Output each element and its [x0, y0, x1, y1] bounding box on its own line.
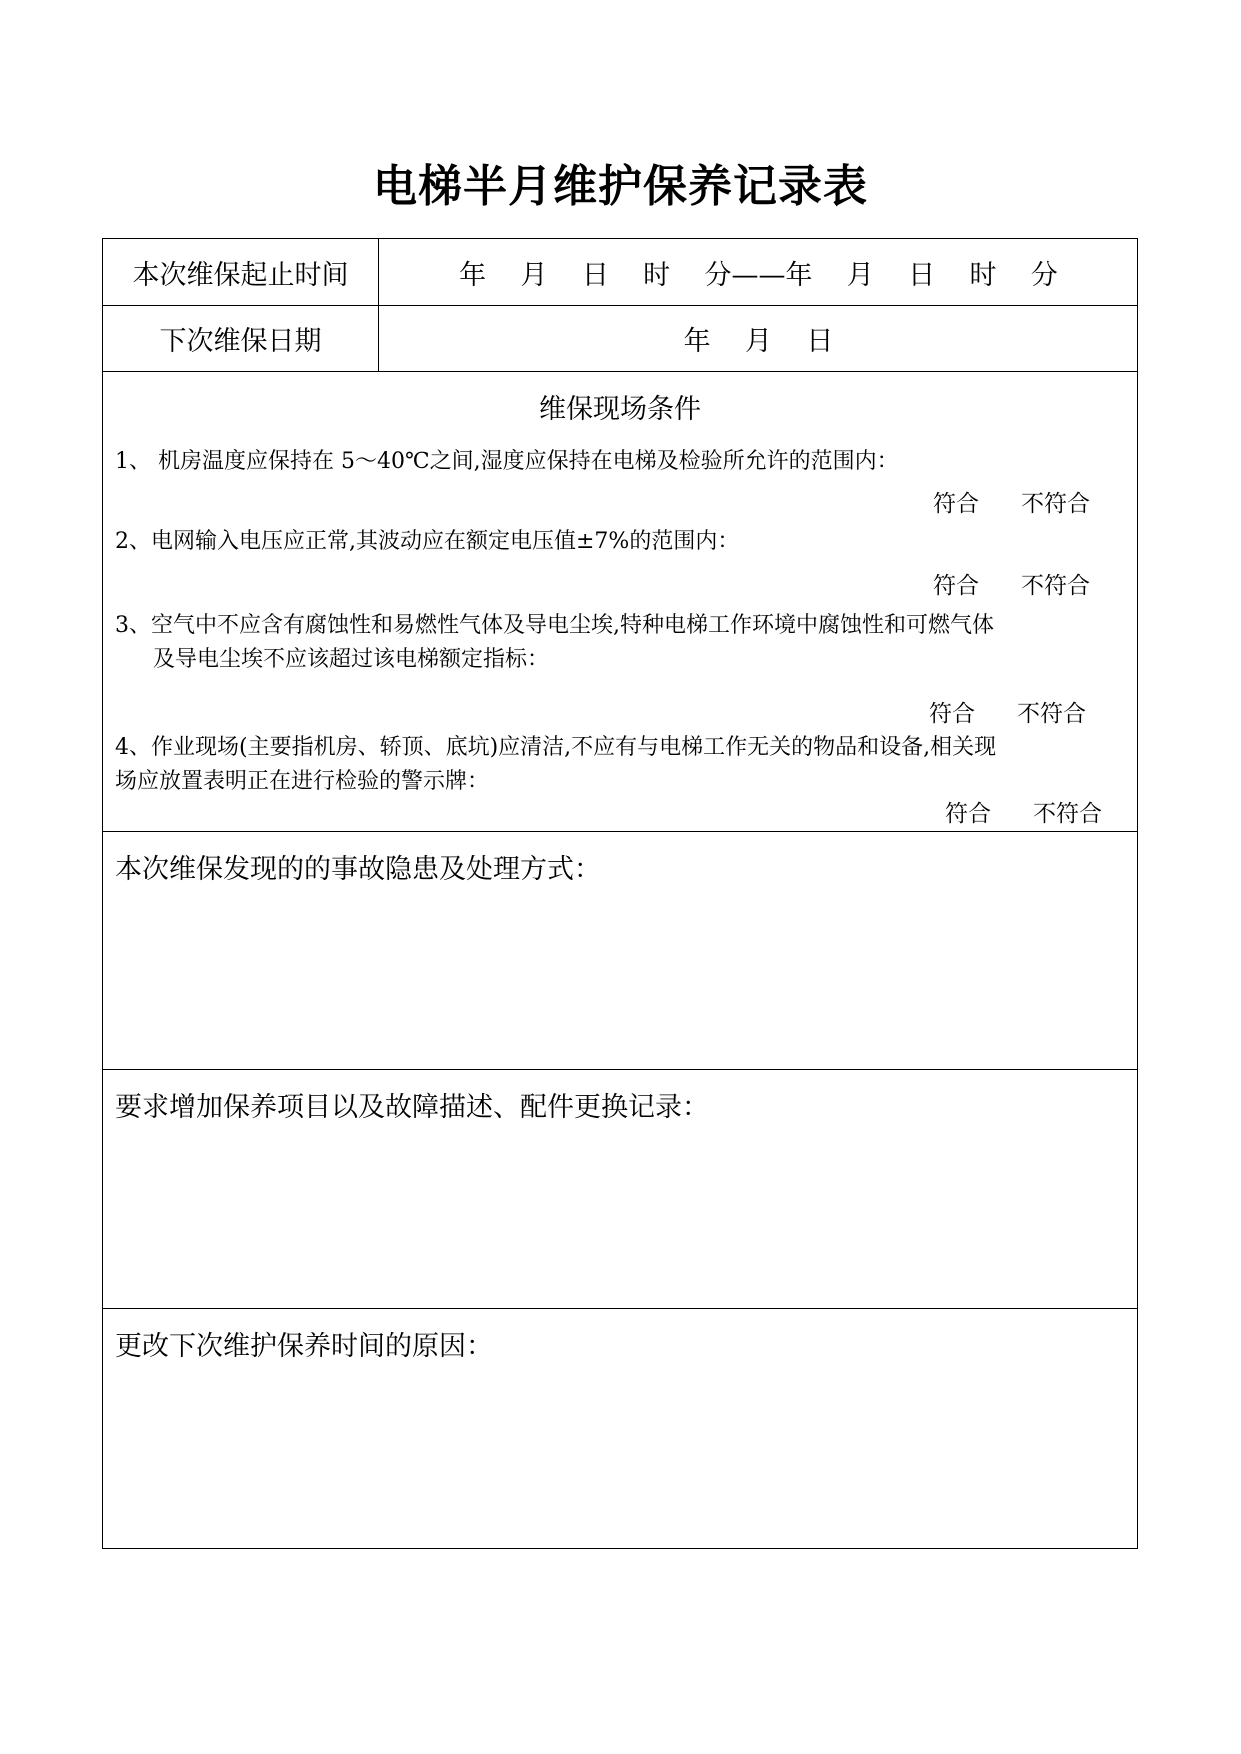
reschedule-reason-label: 更改下次维护保养时间的原因： [115, 1331, 493, 1362]
section-divider [103, 831, 1137, 832]
additional-items-label: 要求增加保养项目以及故障描述、配件更换记录： [115, 1092, 709, 1123]
condition-item-4: 4、作业现场(主要指机房、轿顶、底坑)应清洁,不应有与电梯工作无关的物品和设备,相关现 场应放置表明正在进行检验的警示牌： [115, 735, 997, 794]
condition-4-no[interactable]: 不符合 [1033, 801, 1102, 827]
section-divider [103, 1069, 1137, 1070]
condition-4-yes[interactable]: 符合 [945, 801, 991, 827]
record-table [102, 238, 1138, 1549]
condition-3-yes[interactable]: 符合 [929, 701, 975, 727]
conditions-title: 维保现场条件 [539, 394, 701, 425]
section-divider [103, 1308, 1137, 1309]
row-divider [103, 305, 1137, 306]
column-divider [378, 239, 379, 371]
period-label: 本次维保起止时间 [132, 260, 349, 291]
condition-item-1: 1、 机房温度应保持在 5～40℃之间,湿度应保持在电梯及检验所允许的范围内： [115, 449, 899, 474]
condition-2-no[interactable]: 不符合 [1021, 573, 1090, 599]
condition-item-2: 2、电网输入电压应正常,其波动应在额定电压值±7%的范围内： [115, 529, 740, 554]
condition-1-no[interactable]: 不符合 [1021, 491, 1090, 517]
condition-2-yes[interactable]: 符合 [933, 573, 979, 599]
condition-1-yes[interactable]: 符合 [933, 491, 979, 517]
period-value[interactable]: 年 月 日 时 分——年 月 日 时 分 [459, 260, 1058, 291]
page-title: 电梯半月维护保养记录表 [373, 161, 868, 212]
hazards-label: 本次维保发现的的事故隐患及处理方式： [115, 854, 601, 885]
row-divider [103, 371, 1137, 372]
condition-item-3: 3、空气中不应含有腐蚀性和易燃性气体及导电尘埃,特种电梯工作环境中腐蚀性和可燃气体 及导电尘埃不应该超过该电梯额定指标： [115, 613, 994, 672]
next-date-label: 下次维保日期 [159, 326, 322, 357]
condition-3-no[interactable]: 不符合 [1017, 701, 1086, 727]
next-date-value[interactable]: 年 月 日 [683, 326, 834, 357]
